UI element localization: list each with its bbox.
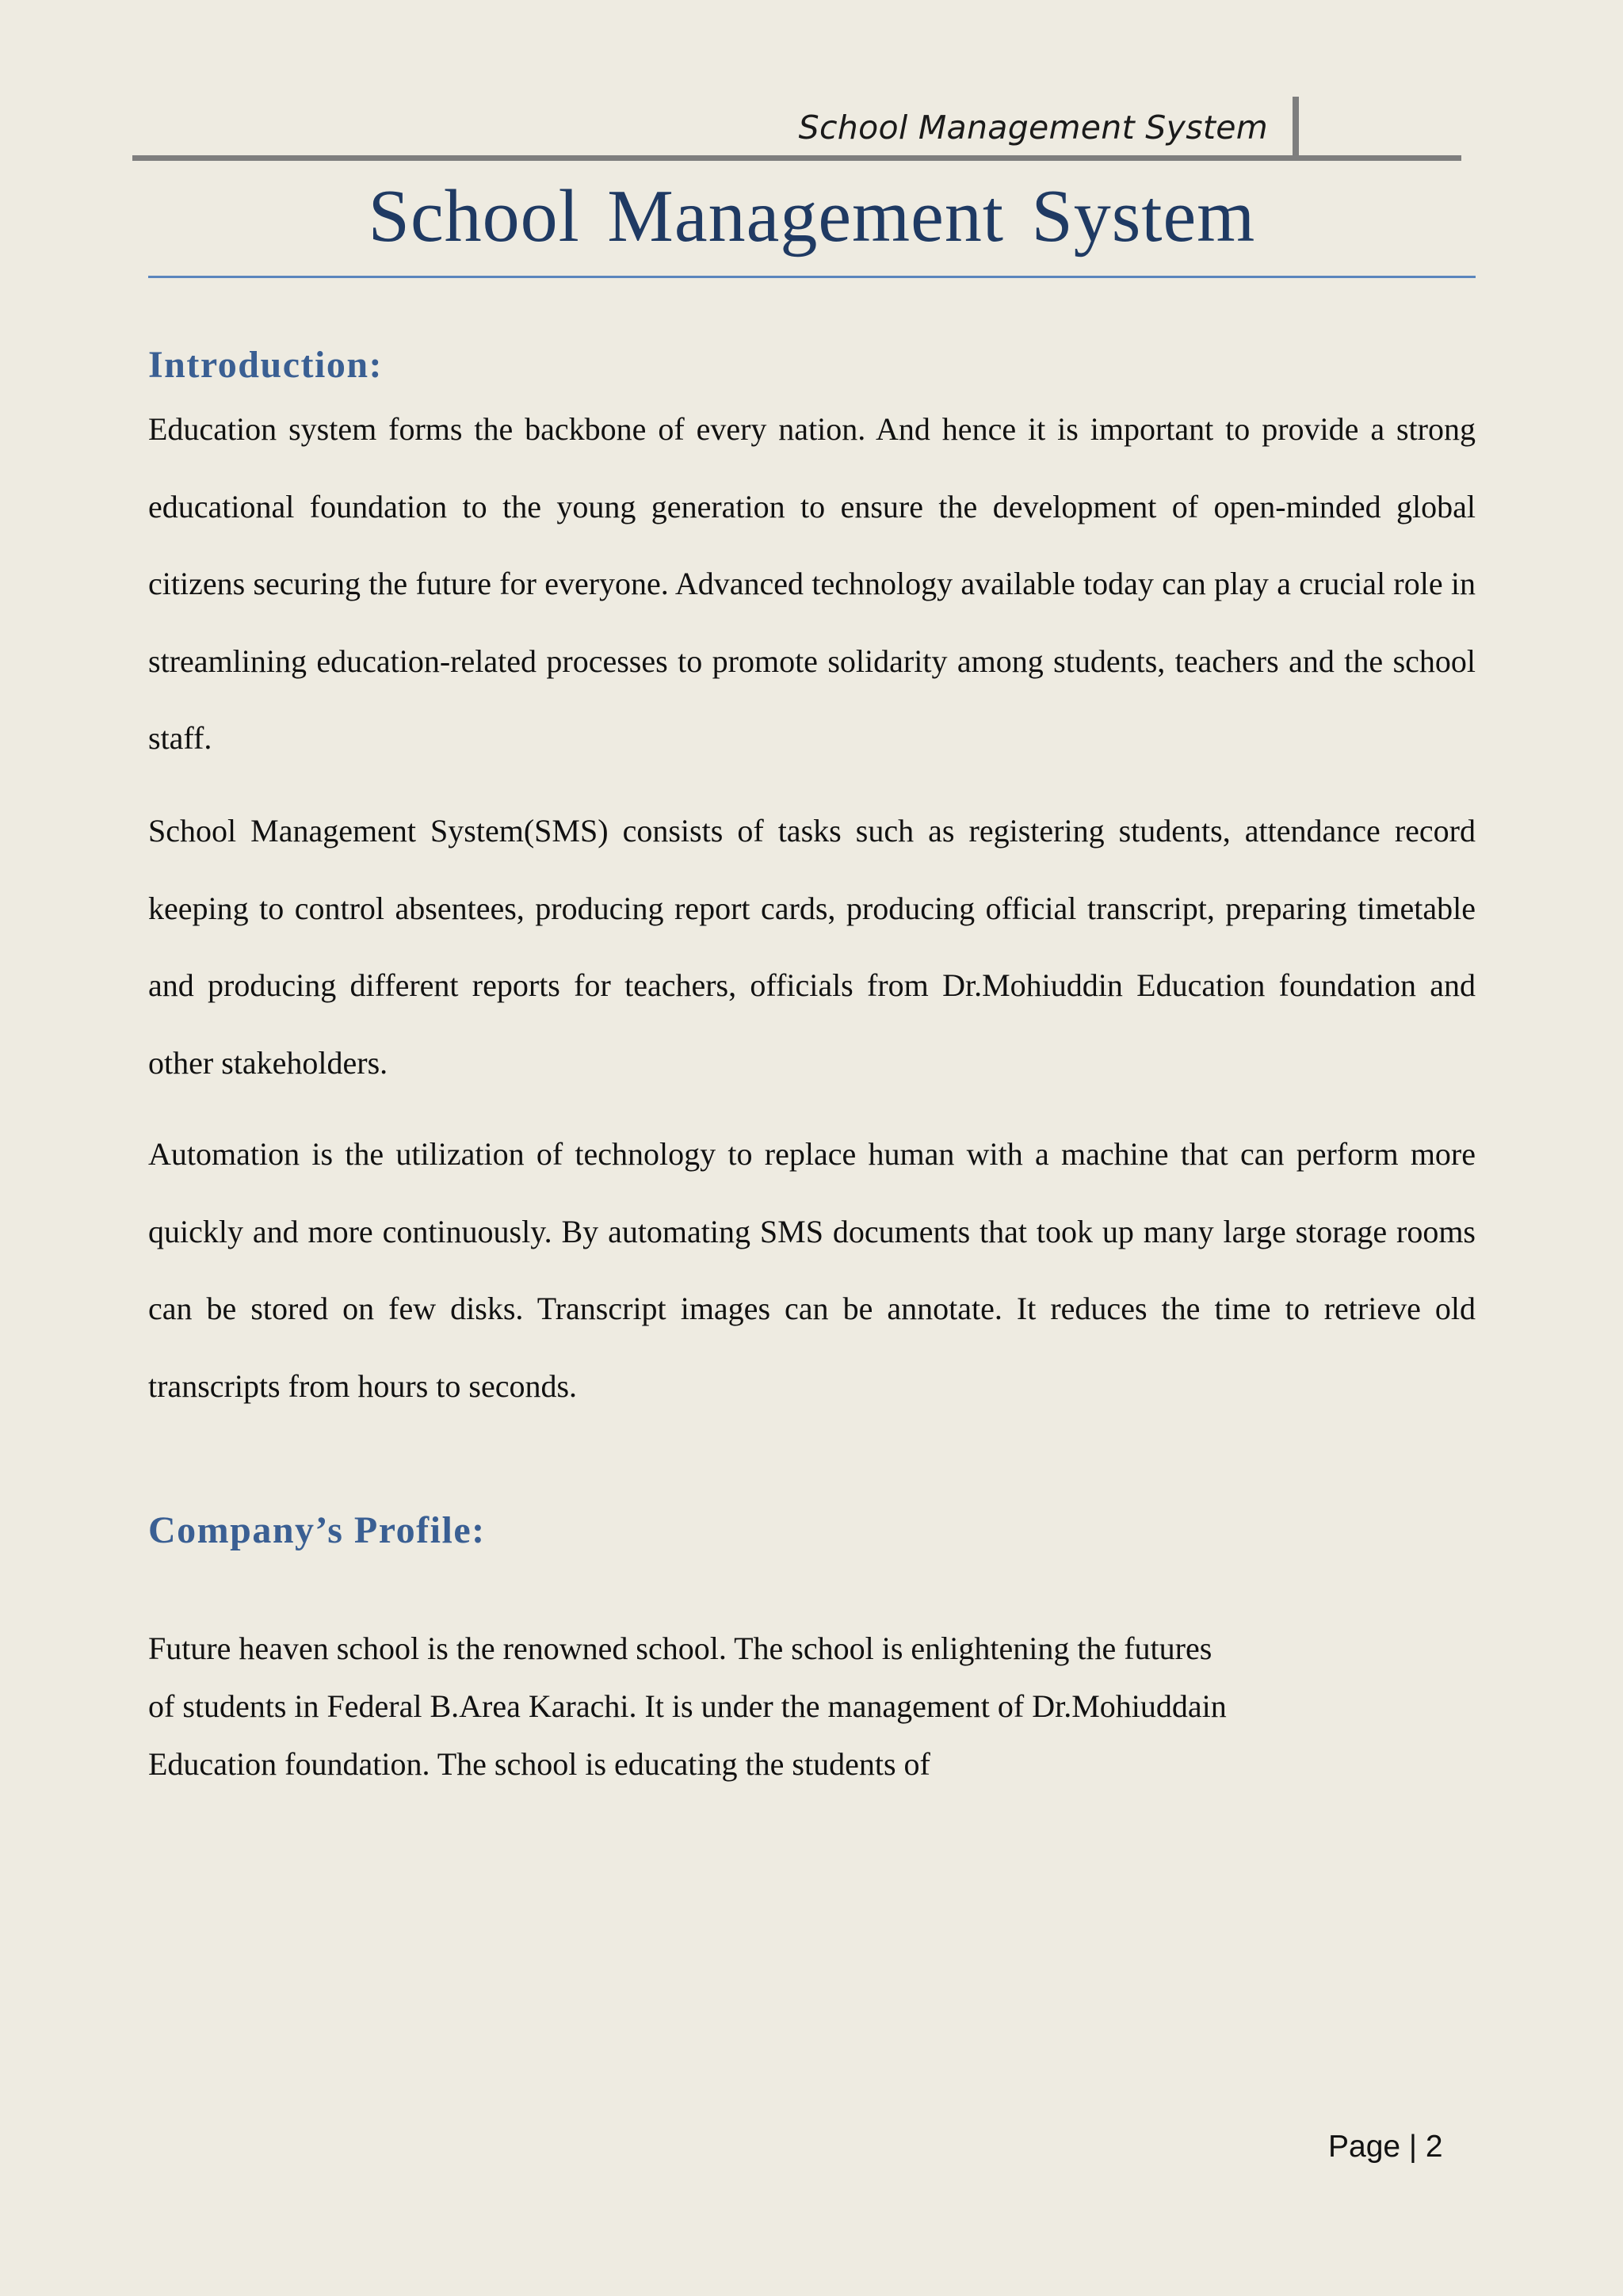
running-header: [132, 97, 1461, 160]
introduction-heading: Introduction:: [148, 344, 383, 386]
document-title: School Management System: [368, 175, 1256, 257]
introduction-paragraph-2: School Management System(SMS) consists of tasks such as registering students, attendance record keeping to control absentees, producing report cards, producing official transcript, preparing timetable and producing different reports for teachers, officials from Dr.Mohiuddin Education foundation and other stakeholders.: [148, 813, 1476, 1081]
page-number: Page | 2: [1328, 2130, 1443, 2164]
company-profile-text: [148, 1619, 1416, 1793]
introduction-paragraph-3: Automation is the utilization of technology to replace human with a machine that can perform more quickly and more continuously. By automating SMS documents that took up many large storage rooms can be stored on few disks. Transcript images can be annotate. It reduces the time to retrieve old transcripts from hours to seconds.: [148, 1136, 1476, 1404]
introduction-paragraph-1: Education system forms the backbone of every nation. And hence it is important to provide a strong educational foundation to the young generation to ensure the development of open-minded global citizens securing the future for everyone. Advanced technology available today can play a crucial role in streamlining education-related processes to promote solidarity among students, teachers and the school staff.: [148, 411, 1476, 756]
header-rule: [132, 155, 1461, 161]
company-profile-line: Future heaven school is the renowned school. The school is enlightening the futures: [148, 1630, 1212, 1666]
company-profile-line: of students in Federal B.Area Karachi. It is under the management of Dr.Mohiuddain: [148, 1688, 1227, 1724]
title-underline: [148, 276, 1476, 278]
header-divider-bar: [1293, 97, 1299, 156]
company-profile-heading: Company’s Profile:: [148, 1509, 486, 1551]
running-header-title: School Management System: [798, 109, 1268, 147]
company-profile-line: Education foundation. The school is educating the students of: [148, 1746, 930, 1782]
